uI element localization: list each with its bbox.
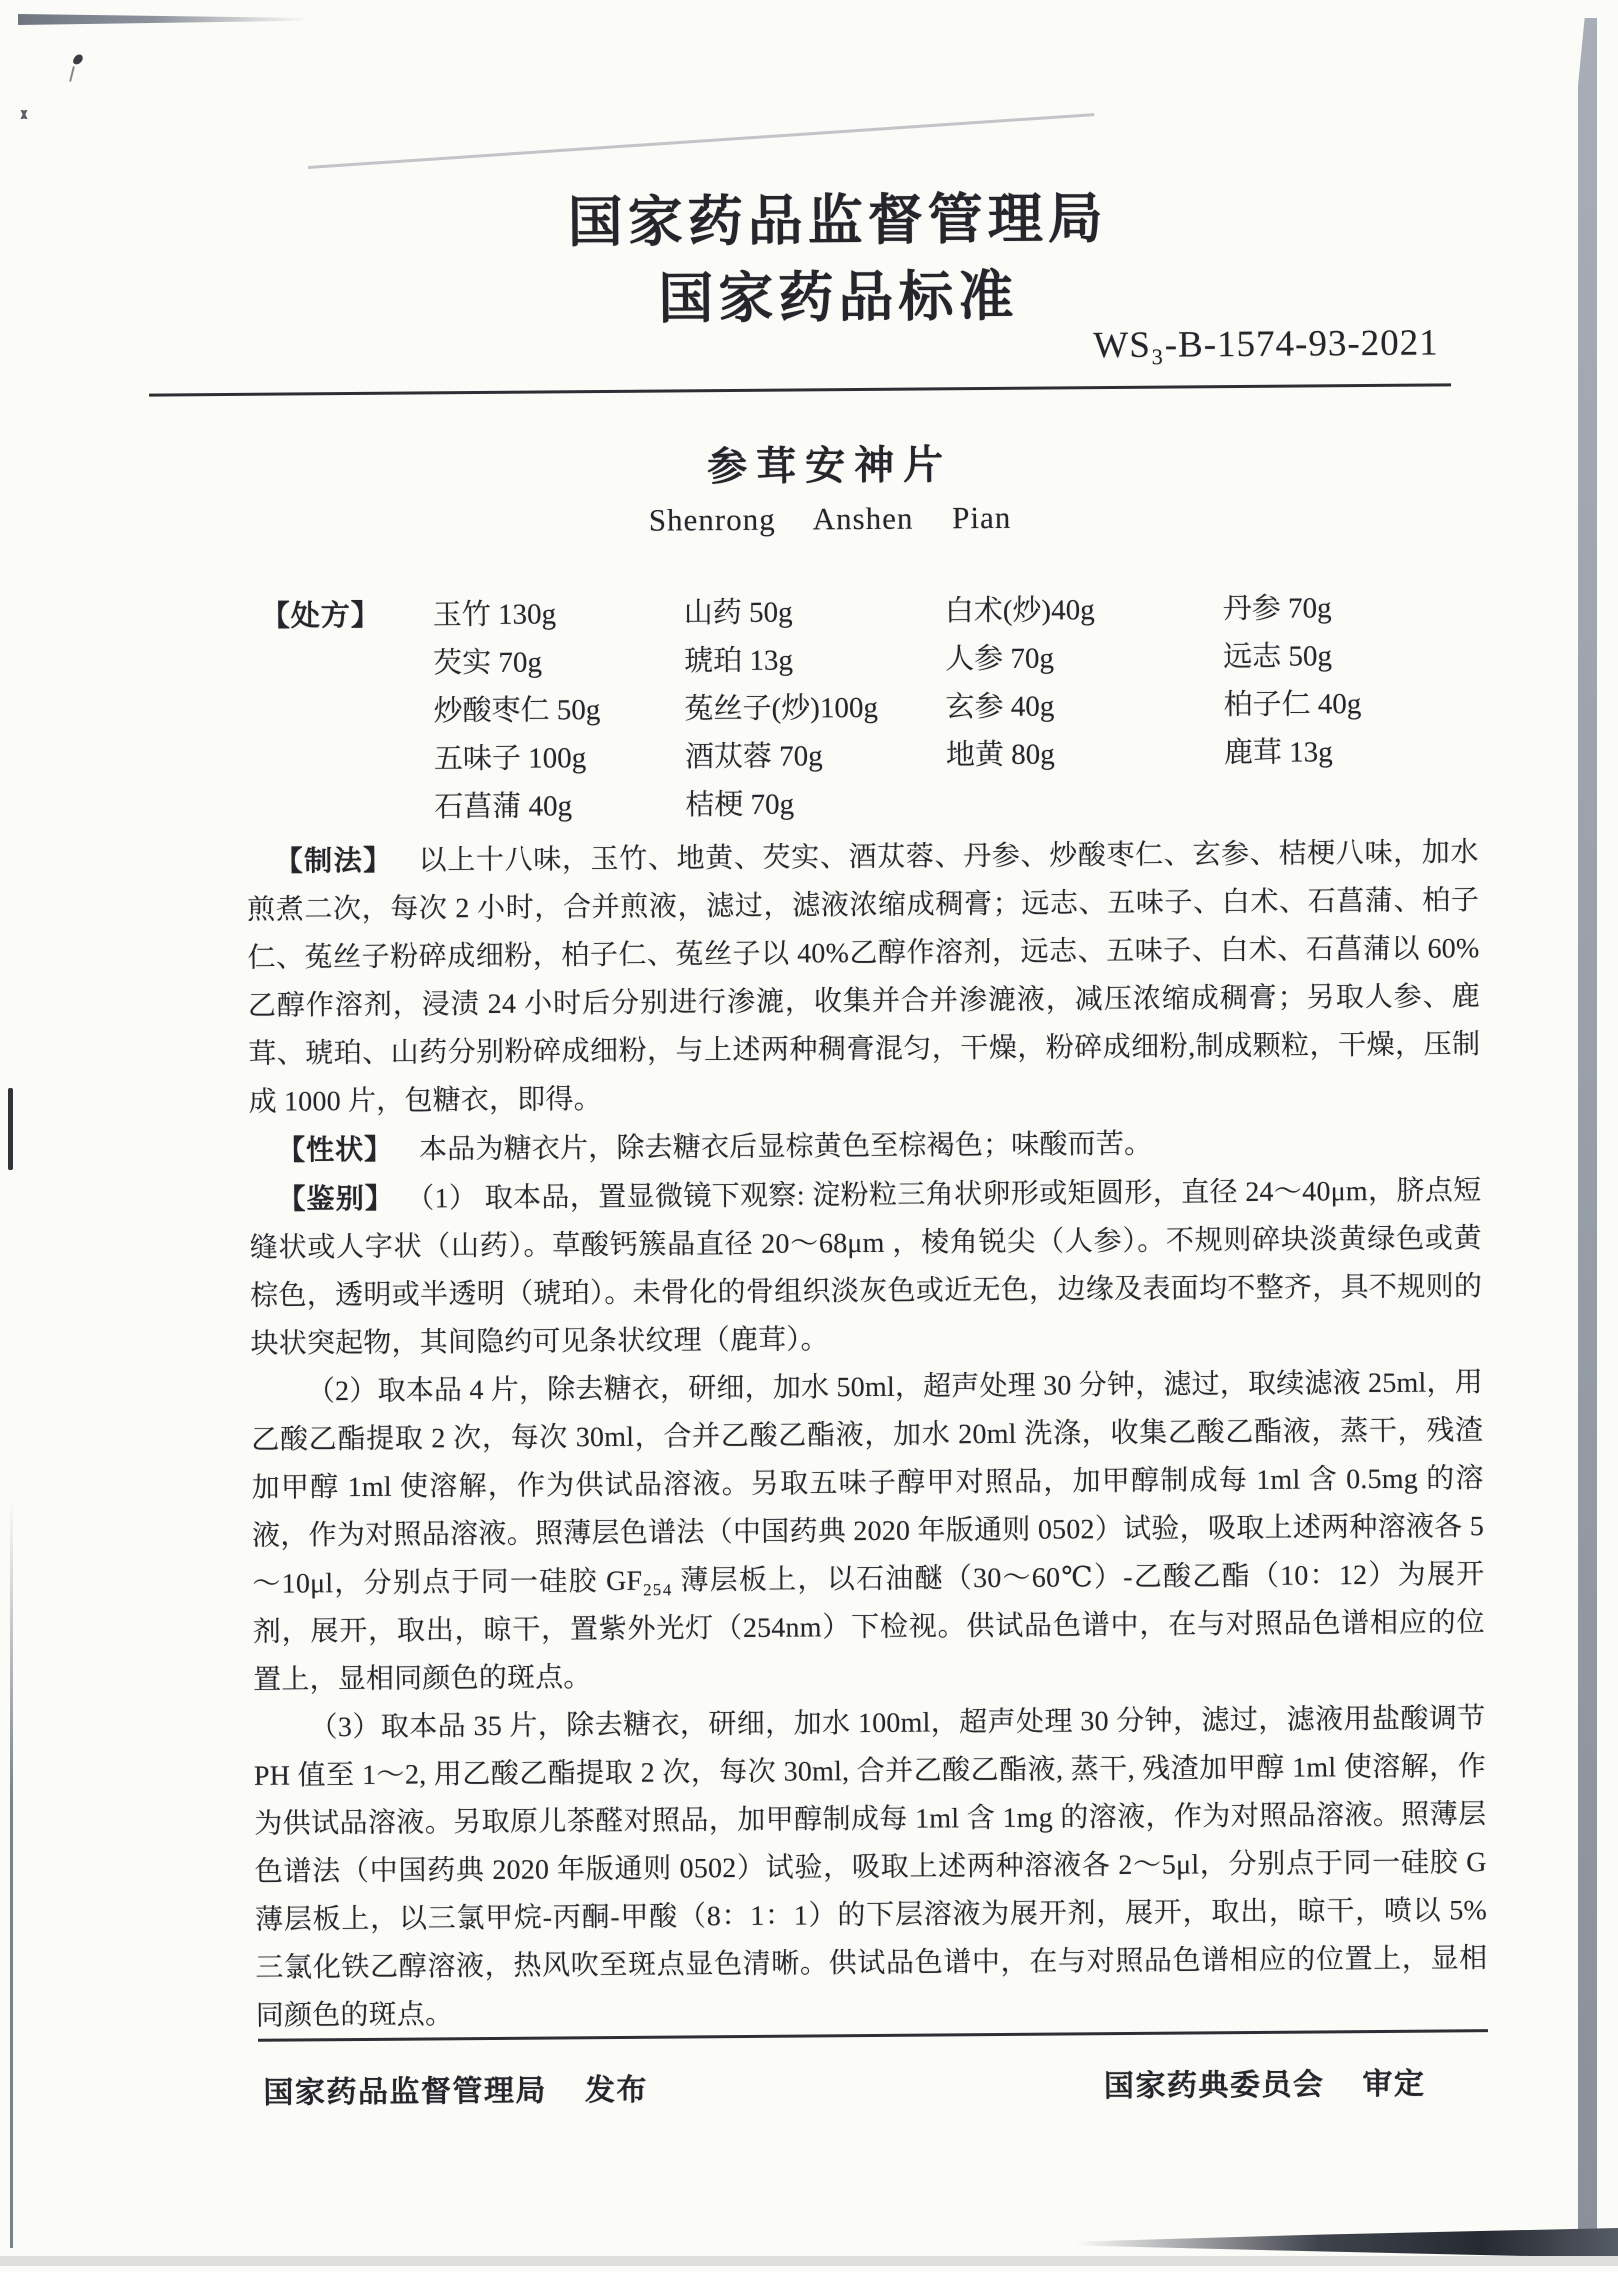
ingredient: 酒苁蓉 70g [684,740,823,774]
scan-artifact-ink-speck [72,53,85,67]
org-title-line2: 国家药品标准 [658,264,1019,330]
description-text: 本品为糖衣片，除去糖衣后显棕黄色至棕褐色；味酸而苦。 [418,1128,1153,1166]
ingredient: 鹿茸 13g [1223,736,1333,770]
footer-row [256,2058,1488,2112]
scan-artifact-left-dash [8,1088,13,1170]
ingredient: 丹参 70g [1222,592,1332,626]
prescription-column-2 [684,587,947,829]
identification-section-3: （3）取本品 35 片，除去糖衣，研细，加水 100ml，超声处理 30 分钟，滤过，滤液用盐酸调节 PH 值至 1～2, 用乙酸乙酯提取 2 次，每次 30ml, 合并乙酸乙酯液, 蒸干, 残渣加甲醇 1ml 使溶解，作为供试品溶液。另取原儿茶醛对照品，加甲醇制成每 1ml 含 1mg 的溶液，作为对照品溶液。照薄层色谱法（中国药典 2020 年版通则 0502）试验，吸取上述两种溶液各 2～5μl，分别点于同一硅胶 G 薄层板上，以三氯甲烷-丙酮-甲酸（8：1：1）的下层溶液为展开剂，展开，取出，晾干，喷以 5%三氯化铁乙醇溶液，热风吹至斑点显色清晰。供试品色谱中，在与对照品色谱相应的位置上，显相同颜色的斑点。 [253,1703,1488,2032]
prescription-column-3 [945,585,1225,827]
prescription-section [245,583,1479,833]
ingredient: 桔梗 70g [685,788,795,822]
identification-section-2: （2）取本品 4 片，除去糖衣，研细，加水 50ml，超声处理 30 分钟，滤过，取续滤液 25ml，用乙酸乙酯提取 2 次，每次 30ml，合并乙酸乙酯液，加水 20ml 洗涤，收集乙酸乙酯液，蒸干，残渣加甲醇 1ml 使溶解，作为供试品溶液。另取五味子醇甲对照品，加甲醇制成每 1ml 含 0.5mg 的溶液，作为对照品溶液。照薄层色谱法（中国药典 2020 年版通则 0502）试验，吸取上述两种溶液各 5～10μl，分别点于同一硅胶 GF₂₅₄ 薄层板上，以石油醚（30～60℃）-乙酸乙酯（10：12）为展开剂，展开，取出，晾干，置紫外光灯（254nm）下检视。供试品色谱中，在与对照品色谱相应的位置上，显相同颜色的斑点。 [251,1367,1485,1696]
preparation-label: 【制法】 [274,844,393,877]
ingredient: 远志 50g [1223,640,1333,674]
identification-section-1 [249,1166,1482,1369]
ingredient: 山药 50g [683,596,793,630]
document-footer [256,2029,1489,2112]
scan-artifact-right-edge [1578,18,1597,2266]
ingredient: 柏子仁 40g [1223,688,1362,722]
ingredient: 炒酸枣仁 50g [433,694,601,728]
org-title-line1: 国家药品监督管理局 [567,187,1108,254]
issue-action: 发布 [584,2073,649,2108]
scan-artifact-bottom-strip [0,2256,1618,2266]
ingredient: 人参 70g [945,642,1055,676]
ingredient: 玄参 40g [945,690,1055,724]
ingredient: 芡实 70g [433,646,543,680]
scan-artifact-ink-speck-tail [69,66,75,82]
drug-name-pinyin: Shenrong Anshen Pian [648,499,1012,538]
scan-artifact-chevron-speck [18,110,30,119]
ingredient: 琥珀 13g [684,644,794,678]
scan-artifact-left-edge-line [10,1500,13,2248]
drug-name: 参茸安神片 [706,443,953,490]
review-authority [1104,2059,1426,2106]
document-org-title [241,177,1474,341]
ingredient: 五味子 100g [433,742,587,776]
review-action: 审定 [1362,2067,1426,2102]
ingredient: 菟丝子(炒)100g [684,691,879,726]
preparation-section [247,828,1481,1127]
issuing-org: 国家药品监督管理局 [263,2074,548,2110]
ingredient: 石菖蒲 40g [434,790,573,824]
ingredient: 地黄 80g [945,738,1055,772]
standard-number: WS₃-B-1574-93-2021 [1093,322,1439,367]
review-org: 国家药典委员会 [1103,2068,1325,2104]
preparation-text: 以上十八味，玉竹、地黄、芡实、酒苁蓉、丹参、炒酸枣仁、玄参、桔梗八味，加水煎煮二次，每次 2 小时，合并煎液，滤过，滤液浓缩成稠膏；远志、五味子、白术、石菖蒲、柏子仁、菟丝子粉碎成细粉，柏子仁、菟丝子以 40%乙醇作溶剂，远志、五味子、白术、石菖蒲以 60%乙醇作溶剂，浸渍 24 小时后分别进行渗漉，收集并合并渗漉液，减压浓缩成稠膏；另取人参、鹿茸、琥珀、山药分别粉碎成细粉，与上述两种稠膏混匀，干燥，粉碎成细粉,制成颗粒，干燥，压制成 1000 片，包糖衣，即得。 [247,837,1481,1118]
issuing-authority [263,2065,648,2112]
prescription-grid [433,583,1479,831]
document-content [240,0,1490,2271]
prescription-column-1 [433,589,686,831]
prescription-column-4 [1223,583,1479,825]
description-label: 【性状】 [276,1133,394,1166]
prescription-label: 【处方】 [260,599,381,633]
header-divider [149,383,1451,396]
identification-label: 【鉴别】 [277,1182,395,1215]
identification-text-1: （1） 取本品，置显微镜下观察: 淀粉粒三角状卵形或矩圆形，直径 24～40μm，脐点短缝状或人字状（山药）。草酸钙簇晶直径 20～68μm ，棱角锐尖（人参）。不规则碎块淡黄绿色或黄棕色，透明或半透明（琥珀）。未骨化的骨组织淡灰色或近无色，边缘及表面均不整齐，具不规则的块状突起物，其间隐约可见条状纹理（鹿茸）。 [249,1175,1483,1360]
ingredient: 白术(炒)40g [944,594,1095,628]
ingredient: 玉竹 130g [432,598,557,632]
